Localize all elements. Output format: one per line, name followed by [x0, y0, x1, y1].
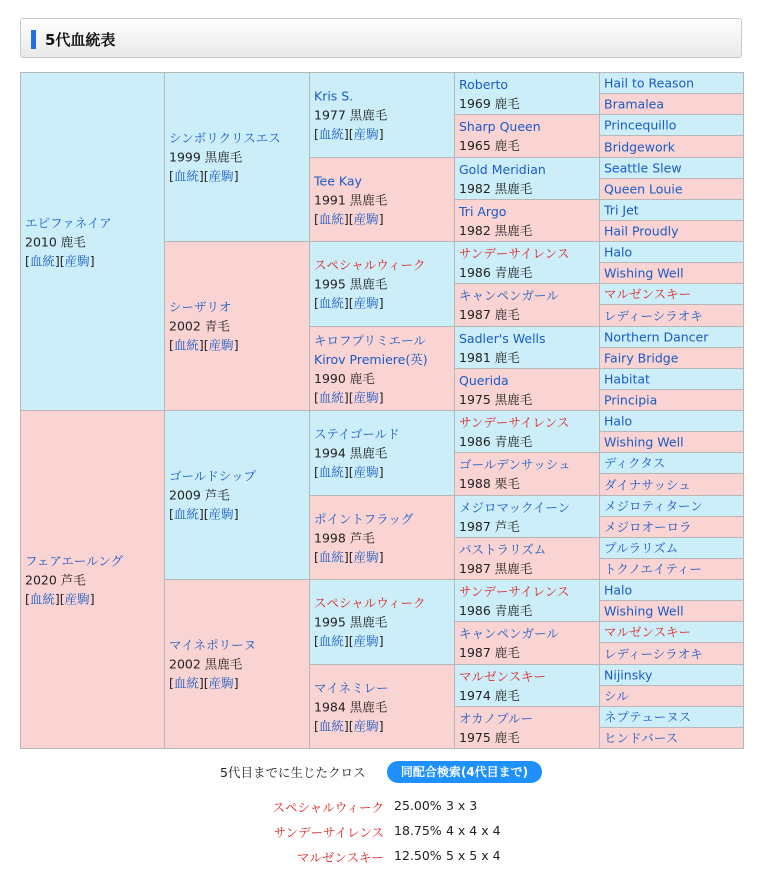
pedigree-cell-gen3 — [309, 495, 455, 580]
horse-name-link[interactable]: シーザリオ — [169, 299, 232, 315]
horse-birth-coat: 1975 黒鹿毛 — [459, 391, 533, 407]
pedigree-link[interactable]: 血統 — [29, 253, 55, 268]
cross-pattern: 4 x 4 x 4 — [446, 823, 501, 838]
horse-birth-coat: 1974 鹿毛 — [459, 687, 520, 703]
progeny-link[interactable]: 産駒 — [64, 591, 90, 606]
pedigree-cell-gen5 — [599, 431, 744, 453]
progeny-link[interactable]: 産駒 — [353, 464, 379, 480]
horse-name-link[interactable]: Hail to Reason — [604, 75, 695, 91]
cross-row — [0, 798, 764, 818]
horse-name-link[interactable]: マイネミレー — [314, 680, 389, 695]
pedigree-link[interactable]: 血統 — [173, 506, 199, 522]
horse-birth-coat: 1982 黒鹿毛 — [459, 222, 533, 238]
pedigree-cell-gen5 — [599, 262, 744, 284]
horse-name-link[interactable]: ダイナサッシュ — [604, 477, 691, 492]
horse-birth-coat: 2002 黒鹿毛 — [169, 656, 243, 672]
progeny-link[interactable]: 産駒 — [353, 718, 379, 733]
cross-pattern: 5 x 5 x 4 — [446, 848, 501, 863]
pedigree-link[interactable]: 血統 — [318, 295, 344, 311]
horse-links: [血統][産駒] — [169, 506, 239, 522]
pedigree-cell-gen4 — [454, 664, 600, 707]
horse-name-link[interactable]: Principia — [604, 392, 658, 408]
horse-name-link[interactable]: Bramalea — [604, 96, 665, 112]
pedigree-link[interactable]: 血統 — [173, 337, 199, 353]
pedigree-link[interactable]: 血統 — [318, 633, 344, 649]
horse-name-link[interactable]: Halo — [604, 244, 633, 260]
page-title: 5代血統表 — [45, 31, 116, 49]
horse-name-link[interactable]: メジロマックイーン — [459, 499, 571, 515]
horse-links: [血統][産駒] — [314, 633, 384, 649]
pedigree-cell-gen4 — [454, 495, 600, 538]
pedigree-cell-gen5 — [599, 220, 744, 242]
pedigree-link[interactable]: 血統 — [29, 591, 55, 606]
pedigree-cell-gen3 — [309, 72, 455, 158]
pedigree-link[interactable]: 血統 — [173, 168, 199, 184]
pedigree-cell-gen5 — [599, 537, 744, 559]
progeny-link[interactable]: 産駒 — [353, 211, 379, 226]
horse-birth-coat: 1991 黒鹿毛 — [314, 192, 388, 207]
horse-name-link[interactable]: ポイントフラッグ — [314, 511, 414, 526]
horse-links: [血統][産駒] — [25, 591, 95, 606]
horse-name-link[interactable]: ステイゴールド — [314, 426, 400, 442]
pedigree-cell-gen3 — [309, 326, 455, 411]
pedigree-cell-gen4 — [454, 706, 600, 749]
pedigree-cell-gen5 — [599, 114, 744, 136]
horse-links: [血統][産駒] — [25, 253, 95, 268]
pedigree-link[interactable]: 血統 — [318, 464, 344, 480]
horse-name-link[interactable]: レディーシラオキ — [604, 308, 703, 323]
horse-name-link[interactable]: スペシャルウィーク — [314, 257, 426, 273]
pedigree-cell-gen5 — [599, 72, 744, 94]
pedigree-link[interactable]: 血統 — [318, 211, 344, 226]
pedigree-cell-gen3 — [309, 410, 455, 496]
cross-horse-link[interactable]: スペシャルウィーク — [272, 800, 384, 815]
horse-birth-coat: 1994 黒鹿毛 — [314, 445, 388, 461]
same-breeding-search-button[interactable]: 同配合検索(4代目まで) — [387, 761, 542, 783]
horse-name-link[interactable]: Kris S. — [314, 88, 354, 104]
pedigree-cell-gen4 — [454, 410, 600, 453]
pedigree-cell-gen5 — [599, 93, 744, 115]
horse-birth-coat: 1984 黒鹿毛 — [314, 699, 388, 714]
pedigree-cell-gen4 — [454, 199, 600, 242]
progeny-link[interactable]: 産駒 — [353, 295, 379, 311]
progeny-link[interactable]: 産駒 — [64, 253, 90, 268]
pedigree-cell-gen5 — [599, 600, 744, 622]
horse-name-link[interactable]: キロフプリミエール — [314, 332, 426, 348]
horse-name-link[interactable]: Habitat — [604, 371, 650, 387]
horse-name-link[interactable]: Tri Jet — [604, 202, 639, 218]
pedigree-cell-gen5 — [599, 241, 744, 263]
pedigree-link[interactable]: 血統 — [318, 718, 344, 733]
pedigree-cell-gen5 — [599, 642, 744, 665]
pedigree-link[interactable]: 血統 — [318, 389, 344, 405]
pedigree-cell-gen3 — [309, 241, 455, 327]
horse-name-link[interactable]: Wishing Well — [604, 434, 684, 450]
pedigree-cell-gen4 — [454, 114, 600, 158]
pedigree-cell-gen5 — [599, 621, 744, 643]
progeny-link[interactable]: 産駒 — [208, 168, 234, 184]
pedigree-cell-gen3 — [309, 157, 455, 242]
cross-percent: 12.50% — [394, 848, 442, 863]
horse-name-link[interactable]: Princequillo — [604, 117, 677, 133]
horse-name-link[interactable]: マルゼンスキー — [459, 668, 547, 684]
horse-links: [血統][産駒] — [169, 675, 239, 691]
pedigree-cell-gen5 — [599, 368, 744, 390]
horse-birth-coat: 1995 黒鹿毛 — [314, 276, 388, 292]
horse-name-link[interactable]: オカノブルー — [459, 710, 534, 726]
pedigree-cell-gen4 — [454, 241, 600, 284]
horse-name-link[interactable]: Sharp Queen — [459, 119, 541, 134]
horse-name-link[interactable]: Roberto — [459, 76, 509, 92]
horse-links: [血統][産駒] — [314, 295, 384, 311]
pedigree-cell-gen2 — [164, 241, 310, 411]
pedigree-cell-gen5 — [599, 157, 744, 179]
horse-name-link[interactable]: サンデーサイレンス — [459, 245, 570, 261]
horse-name-link[interactable]: シンボリクリスエス — [169, 130, 281, 146]
horse-name-link[interactable]: Halo — [604, 413, 633, 429]
pedigree-cell-gen5 — [599, 389, 744, 411]
cross-label: 5代目までに生じたクロス — [220, 765, 366, 780]
pedigree-cell-gen2 — [164, 72, 310, 242]
horse-links: [血統][産駒] — [314, 211, 384, 226]
pedigree-cell-gen5 — [599, 664, 744, 686]
horse-name-link[interactable]: Querida — [459, 372, 509, 388]
pedigree-cell-gen5 — [599, 199, 744, 221]
pedigree-link[interactable]: 血統 — [318, 549, 344, 564]
horse-name-link[interactable]: エピファネイア — [25, 215, 112, 230]
horse-name-link[interactable]: Bridgework — [604, 139, 675, 154]
pedigree-cell-gen2 — [164, 579, 310, 749]
horse-name-link[interactable]: ディクタス — [604, 455, 666, 471]
pedigree-cell-gen4 — [454, 72, 600, 115]
horse-links: [血統][産駒] — [314, 464, 384, 480]
progeny-link[interactable]: 産駒 — [353, 549, 379, 564]
horse-links: [血統][産駒] — [314, 126, 384, 142]
progeny-link[interactable]: 産駒 — [208, 337, 234, 353]
horse-birth-coat: 1998 芦毛 — [314, 530, 375, 545]
horse-name-link[interactable]: Sadler's Wells — [459, 330, 546, 346]
horse-name-link[interactable]: マルゼンスキー — [604, 624, 692, 640]
pedigree-cell-gen4 — [454, 157, 600, 200]
horse-links: [血統][産駒] — [169, 168, 239, 184]
horse-name-link[interactable]: サンデーサイレンス — [459, 583, 570, 599]
horse-birth-coat: 1982 黒鹿毛 — [459, 180, 533, 196]
horse-name-link[interactable]: フェアエールング — [25, 553, 123, 568]
horse-birth-coat: 1986 青鹿毛 — [459, 433, 533, 449]
pedigree-cell-gen4 — [454, 368, 600, 411]
pedigree-cell-gen3 — [309, 579, 455, 665]
pedigree-cell-gen4 — [454, 452, 600, 496]
horse-name-link[interactable]: ゴールデンサッシュ — [459, 457, 571, 472]
pedigree-cell-gen3 — [309, 664, 455, 749]
horse-birth-coat: 1975 鹿毛 — [459, 729, 520, 745]
cross-header — [0, 761, 764, 783]
cross-row — [0, 848, 764, 868]
pedigree-cell-gen5 — [599, 706, 744, 728]
horse-birth-coat: 1987 鹿毛 — [459, 307, 520, 322]
horse-name-link[interactable]: ヒンドバース — [604, 730, 679, 746]
progeny-link[interactable]: 産駒 — [208, 506, 234, 522]
horse-birth-coat: 1990 鹿毛 — [314, 370, 375, 386]
pedigree-cell-gen5 — [599, 473, 744, 496]
horse-birth-coat: 2010 鹿毛 — [25, 234, 86, 249]
horse-name-link[interactable]: Tee Kay — [314, 173, 362, 188]
header-accent-bar — [31, 30, 36, 49]
horse-birth-coat: 1986 青鹿毛 — [459, 602, 533, 618]
pedigree-cell-gen5 — [599, 685, 744, 707]
pedigree-cell-gen4 — [454, 621, 600, 665]
horse-name-link[interactable]: Wishing Well — [604, 265, 684, 281]
cross-pattern: 3 x 3 — [446, 798, 478, 813]
horse-birth-coat: 2002 青毛 — [169, 318, 230, 334]
horse-name-link[interactable]: メジロティターン — [604, 498, 703, 514]
horse-birth-coat: 1995 黒鹿毛 — [314, 614, 388, 630]
pedigree-cell-gen5 — [599, 558, 744, 580]
horse-name-link[interactable]: レディーシラオキ — [604, 646, 703, 661]
horse-name-link[interactable]: Hail Proudly — [604, 223, 679, 239]
progeny-link[interactable]: 産駒 — [208, 675, 234, 691]
section-header — [20, 18, 742, 58]
horse-birth-coat: 1988 栗毛 — [459, 476, 520, 491]
pedigree-cell-gen5 — [599, 326, 744, 348]
pedigree-cell-gen5 — [599, 516, 744, 538]
horse-birth-coat: 1969 鹿毛 — [459, 95, 520, 111]
progeny-link[interactable]: 産駒 — [353, 126, 379, 142]
horse-origin-name-link[interactable]: Kirov Premiere(英) — [314, 351, 428, 367]
horse-name-link[interactable]: ゴールドシップ — [169, 468, 257, 484]
horse-name-link[interactable]: Seattle Slew — [604, 160, 682, 176]
horse-name-link[interactable]: シル — [604, 688, 629, 704]
horse-name-link[interactable]: プルラリズム — [604, 540, 679, 556]
horse-name-link[interactable]: Nijinsky — [604, 667, 653, 683]
pedigree-cell-gen4 — [454, 326, 600, 369]
pedigree-cell-gen5 — [599, 410, 744, 432]
horse-birth-coat: 1977 黒鹿毛 — [314, 107, 388, 123]
horse-birth-coat: 1999 黒鹿毛 — [169, 149, 243, 165]
pedigree-cell-gen5 — [599, 178, 744, 200]
horse-name-link[interactable]: トクノエイティー — [604, 561, 702, 577]
cross-percent: 25.00% — [394, 798, 442, 813]
pedigree-link[interactable]: 血統 — [318, 126, 344, 142]
pedigree-cell-gen5 — [599, 495, 744, 517]
horse-links: [血統][産駒] — [314, 389, 384, 405]
progeny-link[interactable]: 産駒 — [353, 633, 379, 649]
pedigree-table — [20, 72, 744, 748]
horse-birth-coat: 1986 青鹿毛 — [459, 264, 533, 280]
pedigree-cell-gen5 — [599, 452, 744, 474]
cross-percent: 18.75% — [394, 823, 442, 838]
horse-name-link[interactable]: パストラリズム — [459, 541, 547, 557]
horse-name-link[interactable]: Northern Dancer — [604, 329, 709, 345]
horse-birth-coat: 1965 鹿毛 — [459, 138, 520, 153]
pedigree-cell-gen4 — [454, 579, 600, 622]
pedigree-link[interactable]: 血統 — [173, 675, 199, 691]
progeny-link[interactable]: 産駒 — [353, 389, 379, 405]
horse-name-link[interactable]: Gold Meridian — [459, 161, 546, 177]
pedigree-cell-gen4 — [454, 283, 600, 327]
pedigree-cell-gen1 — [20, 410, 165, 749]
horse-name-link[interactable]: マイネポリーヌ — [169, 637, 257, 653]
horse-name-link[interactable]: キャンペンガール — [459, 626, 559, 641]
cross-row — [0, 823, 764, 843]
horse-name-link[interactable]: Queen Louie — [604, 181, 683, 197]
pedigree-cell-gen5 — [599, 727, 744, 749]
horse-name-link[interactable]: Fairy Bridge — [604, 350, 679, 366]
pedigree-cell-gen5 — [599, 579, 744, 601]
pedigree-cell-gen1 — [20, 72, 165, 411]
pedigree-cell-gen5 — [599, 347, 744, 369]
cross-horse-link[interactable]: マルゼンスキー — [296, 850, 384, 865]
horse-links: [血統][産駒] — [314, 718, 384, 733]
horse-links: [血統][産駒] — [314, 549, 384, 564]
horse-name-link[interactable]: スペシャルウィーク — [314, 595, 426, 611]
pedigree-cell-gen2 — [164, 410, 310, 580]
horse-birth-coat: 2020 芦毛 — [25, 572, 86, 587]
horse-birth-coat: 2009 芦毛 — [169, 487, 230, 503]
horse-name-link[interactable]: Wishing Well — [604, 603, 684, 619]
horse-name-link[interactable]: サンデーサイレンス — [459, 414, 570, 430]
horse-birth-coat: 1987 鹿毛 — [459, 645, 520, 660]
horse-links: [血統][産駒] — [169, 337, 239, 353]
horse-name-link[interactable]: キャンペンガール — [459, 288, 559, 303]
cross-horse-link[interactable]: サンデーサイレンス — [273, 825, 384, 840]
horse-name-link[interactable]: マルゼンスキー — [604, 286, 692, 302]
horse-birth-coat: 1987 芦毛 — [459, 518, 520, 534]
horse-name-link[interactable]: Tri Argo — [459, 203, 507, 219]
horse-name-link[interactable]: Halo — [604, 582, 633, 598]
horse-name-link[interactable]: ネプテューヌス — [604, 709, 692, 725]
pedigree-cell-gen5 — [599, 135, 744, 158]
pedigree-cell-gen5 — [599, 283, 744, 305]
horse-birth-coat: 1981 鹿毛 — [459, 349, 520, 365]
pedigree-cell-gen5 — [599, 304, 744, 327]
pedigree-cell-gen4 — [454, 537, 600, 580]
horse-birth-coat: 1987 黒鹿毛 — [459, 560, 533, 576]
horse-name-link[interactable]: メジロオーロラ — [604, 519, 692, 535]
